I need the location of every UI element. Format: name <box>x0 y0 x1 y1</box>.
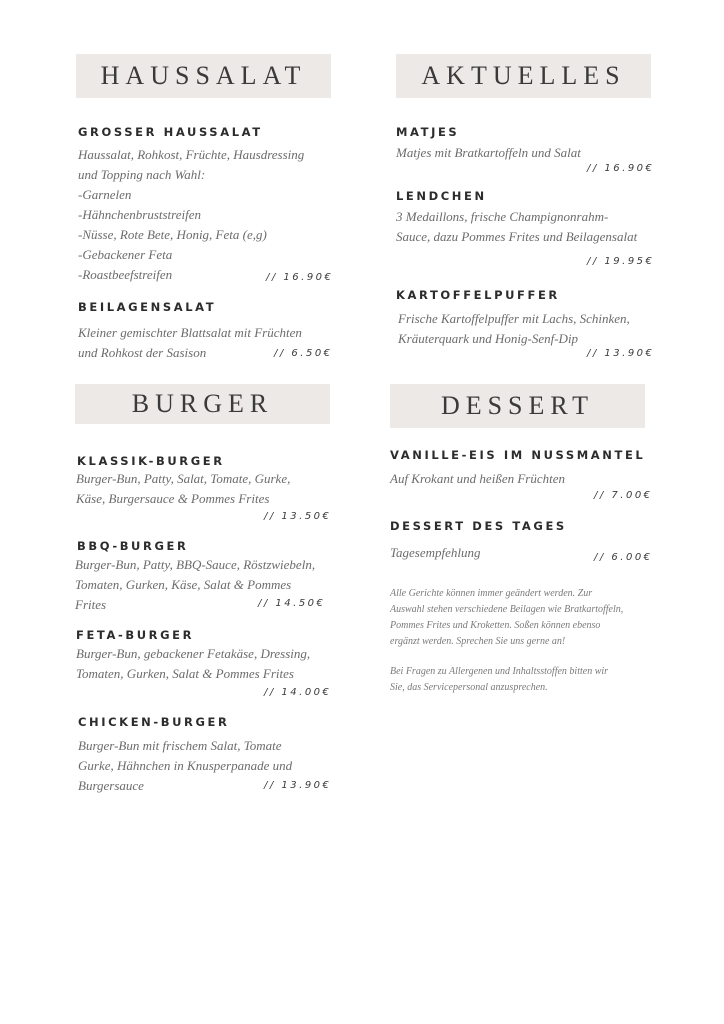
item-price: // 6.50€ <box>274 348 333 359</box>
item-title: KLASSIK-BURGER <box>77 454 225 468</box>
item-description: Burger-Bun, Patty, Salat, Tomate, Gurke, Käse, Burgersauce & Pommes Frites <box>76 471 291 506</box>
item-price: // 6.00€ <box>594 552 653 563</box>
item-title: GROSSER HAUSSALAT <box>78 125 263 139</box>
section-header-dessert: DESSERT <box>390 384 645 428</box>
item-title: BEILAGENSALAT <box>78 300 217 314</box>
item-price: // 14.50€ <box>258 598 326 609</box>
item-title: LENDCHEN <box>396 189 487 203</box>
item-title: BBQ-BURGER <box>77 539 189 553</box>
item-title: FETA-BURGER <box>76 628 195 642</box>
note-allergens: Bei Fragen zu Allergenen und Inhaltsstoffen bitten wir Sie, das Servicepersonal anzusprechen. <box>390 666 609 693</box>
section-header-haussalat: HAUSSALAT <box>76 54 331 98</box>
item-price: // 13.90€ <box>587 348 655 359</box>
item-title: CHICKEN-BURGER <box>78 715 230 729</box>
item-description: Auf Krokant und heißen Früchten <box>390 471 565 486</box>
item-title: MATJES <box>396 125 460 139</box>
note-changes: Alle Gerichte können immer geändert werden. Zur Auswahl stehen verschiedene Beilagen wie Bratkartoffeln, Pommes Frites und Kroketten. Soßen können ebenso ergänzt werden. Sprechen Sie uns gerne an! <box>390 588 624 647</box>
item-description: Frische Kartoffelpuffer mit Lachs, Schinken, Kräuterquark und Honig-Senf-Dip <box>398 311 630 346</box>
item-price: // 7.00€ <box>594 490 653 501</box>
item-description: Burger-Bun, gebackener Fetakäse, Dressing, Tomaten, Gurken, Salat & Pommes Frites <box>76 646 311 681</box>
item-title: VANILLE-EIS IM NUSSMANTEL <box>390 448 646 462</box>
item-description: Kleiner gemischter Blattsalat mit Früchten und Rohkost der Sasison <box>78 325 302 360</box>
item-title: DESSERT DES TAGES <box>390 519 567 533</box>
section-header-aktuelles: AKTUELLES <box>396 54 651 98</box>
item-price: // 16.90€ <box>266 272 334 283</box>
item-description: 3 Medaillons, frische Champignonrahm- Sauce, dazu Pommes Frites und Beilagensalat <box>396 209 638 244</box>
item-price: // 19.95€ <box>587 256 655 267</box>
section-header-burger: BURGER <box>75 384 330 424</box>
item-description: Matjes mit Bratkartoffeln und Salat <box>396 145 581 160</box>
item-description: Burger-Bun mit frischem Salat, Tomate Gurke, Hähnchen in Knusperpanade und Burgersauce <box>78 738 293 793</box>
item-price: // 13.90€ <box>264 780 332 791</box>
item-price: // 13.50€ <box>264 511 332 522</box>
item-description: Haussalat, Rohkost, Früchte, Hausdressing und Topping nach Wahl: -Garnelen -Hähnchenbruststreifen -Nüsse, Rote Bete, Honig, Feta (e,g) -Gebackener Feta -Roastbeefstreifen <box>78 147 305 282</box>
item-description: Burger-Bun, Patty, BBQ-Sauce, Röstzwiebeln, Tomaten, Gurken, Käse, Salat & Pommes Frites <box>75 557 316 612</box>
item-price: // 14.00€ <box>264 687 332 698</box>
item-description: Tagesempfehlung <box>390 545 481 560</box>
item-title: KARTOFFELPUFFER <box>396 288 560 302</box>
item-price: // 16.90€ <box>587 163 655 174</box>
